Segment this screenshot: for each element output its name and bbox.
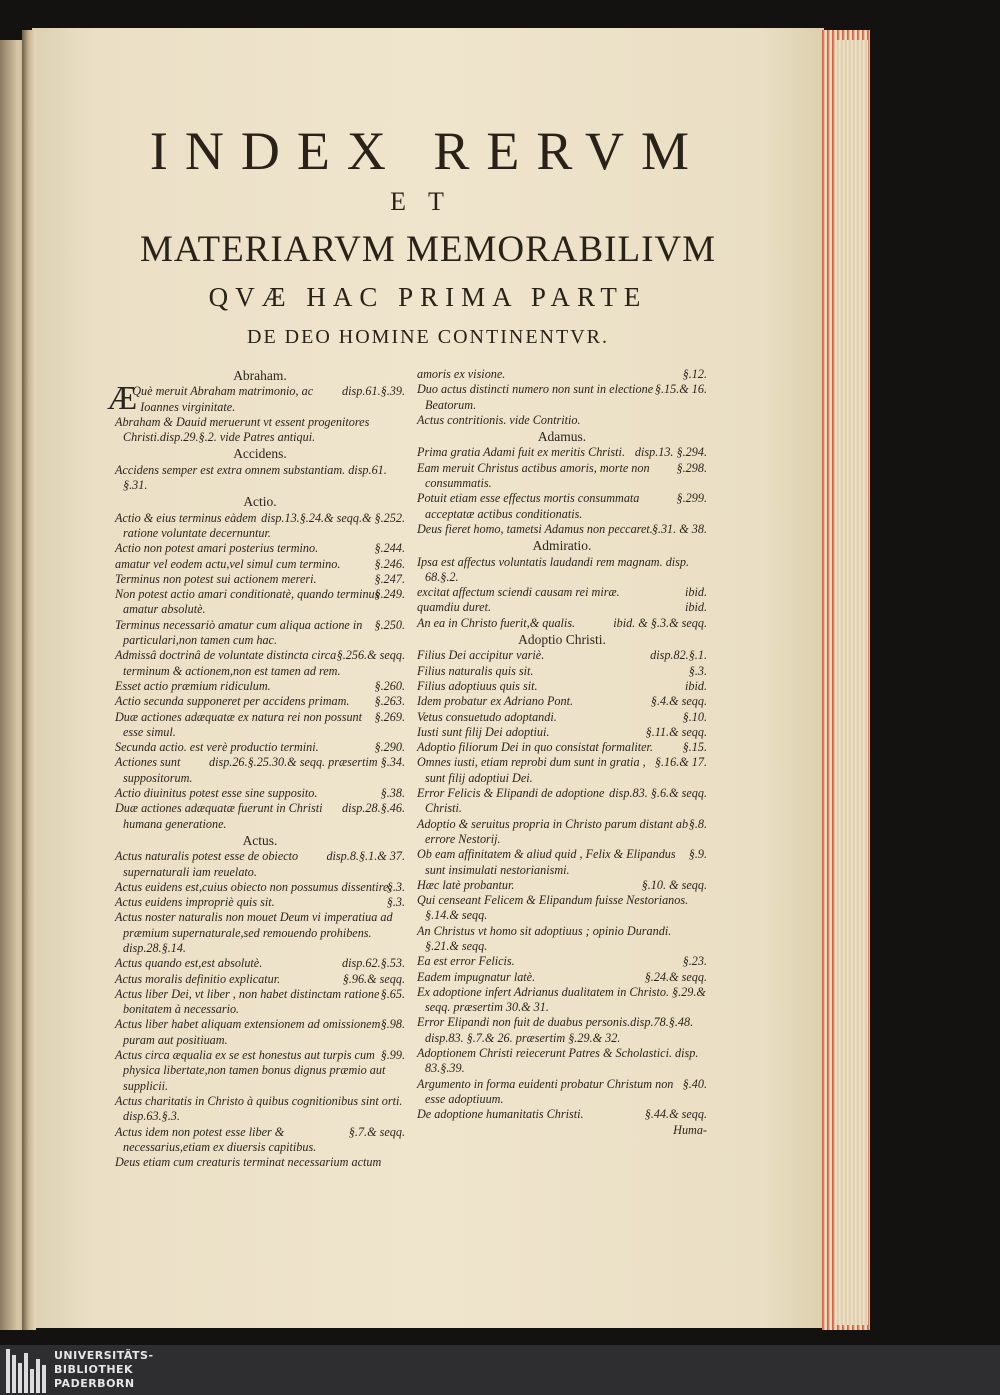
index-reference: ibid. (684, 678, 707, 693)
index-entry-text: Què meruit Abraham matrimonio, ac Ioannes virginitate. (132, 384, 314, 414)
index-entry (115, 710, 405, 741)
index-entry (417, 600, 707, 615)
index-entry-text: Filius naturalis quis sit. (417, 663, 534, 678)
index-entry (417, 585, 707, 600)
index-entry (417, 970, 707, 985)
index-reference: §.3. (386, 879, 405, 894)
index-entry-text: Duæ actiones adæquatæ ex natura rei non possunt esse simul. (115, 709, 363, 739)
index-entry-text: Actus contritionis. vide Contritio. (417, 412, 581, 427)
index-heading: Actus. (242, 832, 278, 848)
index-entry-text: Ex adoptione infert Adrianus dualitatem in Christo. §.29.& seqq. præsertim 30.& 31. (417, 984, 706, 1015)
index-entry (115, 880, 405, 895)
index-reference: disp.8.§.1.& 37. (326, 849, 405, 864)
index-entry-text: Actus naturalis potest esse de obiecto supernaturali iam reuelato. (115, 849, 299, 879)
index-reference: §.244. (374, 541, 405, 556)
index-entry (417, 847, 707, 878)
index-entry-text: Actio & eius terminus eàdem ratione voluntate decernuntur. (115, 510, 271, 540)
logo-bar (12, 1355, 16, 1393)
logo-bar (36, 1359, 40, 1393)
index-entry (115, 557, 405, 572)
index-entry (417, 382, 707, 413)
index-entry (417, 740, 707, 755)
index-entry (417, 893, 707, 924)
index-entry (115, 1155, 405, 1170)
index-reference: disp.28.§.46. (342, 801, 405, 816)
index-entry-text: Duæ actiones adæquatæ fuerunt in Christi humana generatione. (115, 801, 323, 831)
logo-bar (30, 1369, 34, 1393)
index-entry (115, 679, 405, 694)
index-heading: Admiratio. (532, 538, 592, 554)
index-reference: §.96.& seqq. (342, 971, 405, 986)
index-entry-text: Iusti sunt filij Dei adoptiui. (417, 724, 550, 739)
index-entry-text: Adoptio filiorum Dei in quo consistat formaliter. (417, 740, 653, 755)
index-entry-text: Actus moralis definitio explicatur. (115, 971, 281, 986)
index-entry-text: Duo actus distincti numero non sunt in electione Beatorum. (417, 382, 654, 412)
index-reference: Huma- (673, 1122, 707, 1137)
index-entry-text: Terminus necessariò amatur cum aliqua actione in particulari,non tamen cum hac. (115, 617, 363, 648)
index-entry-text: Actus idem non potest esse liber & necessarius,etiam ex diuersis capitibus. (115, 1124, 317, 1154)
index-reference: ibid. & §.3.& seqq. (613, 615, 707, 630)
index-reference: §.12. (682, 367, 707, 381)
index-reference: §.269. (374, 709, 405, 724)
index-entry-text: Actus circa æqualia ex se est honestus aut turpis cum physica libertate,non tamen bonus dignus præmio aut supplicii. (115, 1048, 386, 1093)
index-entry-text: Actiones sunt suppositorum. (115, 755, 193, 785)
index-entry (417, 1046, 707, 1077)
index-entry (417, 664, 707, 679)
index-entry (417, 648, 707, 663)
index-entry (417, 413, 707, 428)
index-reference: §.298. (676, 460, 707, 475)
index-reference: §.7.& seqq. (348, 1124, 405, 1139)
index-entry-text: Deus fieret homo, tametsi Adamus non peccaret. (417, 521, 653, 536)
index-entry-text: Ipsa est affectus voluntatis laudandi rem magnam. disp. 68.§.2. (417, 554, 690, 584)
index-reference: disp.62.§.53. (342, 956, 405, 971)
index-reference: §.10. & seqq. (641, 877, 707, 892)
index-heading: Adoptio Christi. (518, 632, 606, 648)
index-reference: §.99. (380, 1048, 405, 1063)
index-entry (115, 755, 405, 786)
index-entry-text: Prima gratia Adami fuit ex meritis Christi. (417, 445, 625, 460)
index-entry-text: Adoptio & seruitus propria in Christo parum distant ab errore Nestorij. (417, 816, 689, 846)
index-reference: disp.82.§.1. (650, 648, 707, 663)
index-reference: §.44.& seqq. (644, 1107, 707, 1122)
index-entry-text: Abraham & Dauid meruerunt vt essent progenitores Christi.disp.29.§.2. vide Patres antiqui. (115, 414, 370, 445)
index-reference: §.263. (374, 694, 405, 709)
index-reference: §.8. (688, 816, 707, 831)
index-entry (115, 740, 405, 755)
index-entry (115, 1094, 405, 1125)
index-entry-text: An ea in Christo fuerit,& qualis. (417, 615, 576, 630)
index-entry-text: excitat affectum sciendi causam rei miræ. (417, 585, 620, 600)
index-reference: §.249. (374, 587, 405, 602)
index-entry (417, 1107, 707, 1122)
index-entry-text: De adoptione humanitatis Christi. (417, 1107, 584, 1122)
index-entry (417, 1077, 707, 1108)
index-reference: §.250. (374, 617, 405, 632)
index-entry (115, 1048, 405, 1094)
index-entry (417, 786, 707, 817)
title-line-5: DE DEO HOMINE CONTINENTVR. (247, 326, 609, 348)
library-name-line-2: BIBLIOTHEK (54, 1363, 134, 1376)
index-reference: §.11.& seqq. (645, 724, 707, 739)
title-line-3: MATERIARVM MEMORABILIVM (139, 229, 717, 270)
index-reference: §.24.& seqq. (644, 969, 707, 984)
index-entry (115, 1017, 405, 1048)
index-reference: §.299. (676, 491, 707, 506)
index-entry-text: An Christus vt homo sit adoptiuus ; opinio Durandi. §.21.& seqq. (417, 923, 672, 953)
index-entry-text: Actus liber habet aliquam extensionem ad omissionem puram aut positiuam. (115, 1017, 381, 1047)
index-heading: Adamus. (537, 429, 587, 445)
index-entry-text: Argumento in forma euidenti probatur Christum non esse adoptiuum. (417, 1076, 674, 1106)
index-entry (417, 817, 707, 848)
title-line-4: QVÆ HAC PRIMA PARTE (208, 282, 648, 312)
index-entry-text: Idem probatur ex Adriano Pont. (417, 694, 574, 709)
index-entry (115, 987, 405, 1018)
index-reference: §.40. (682, 1076, 707, 1091)
logo-bar (42, 1365, 46, 1393)
index-reference: §.3. (386, 895, 405, 910)
index-entry-text: Filius Dei accipitur variè. (417, 648, 545, 663)
index-reference: §.38. (380, 786, 405, 801)
index-reference: disp.83. §.6.& seqq. (609, 786, 707, 801)
index-entry (417, 555, 707, 586)
index-entry-text: quamdiu duret. (417, 600, 492, 615)
index-entry (115, 910, 405, 956)
index-entry-text: Deus etiam cum creaturis terminat necessarium actum (115, 1155, 382, 1170)
index-entry (107, 380, 405, 418)
index-entry-text: Eam meruit Christus actibus amoris, morte non consummatis. (417, 460, 650, 491)
index-entry (115, 895, 405, 910)
library-name-line-1: UNIVERSITÄTS- (54, 1349, 154, 1362)
index-entry-text: Ea est error Felicis. (417, 954, 515, 969)
index-entry-text: Actus charitatis in Christo à quibus cognitionibus sint orti. disp.63.§.3. (115, 1093, 403, 1124)
library-footer (0, 1345, 1000, 1395)
index-reference: §.15.& 16. (654, 382, 707, 397)
index-entry (115, 415, 405, 446)
index-entry-text: Hæc latè probantur. (417, 877, 515, 892)
index-reference: §.31. & 38. (651, 521, 707, 536)
index-entry (417, 1015, 707, 1046)
index-entry-text: Actus noster naturalis non mouet Deum vi imperatiua ad præmium supernaturale,sed remouendo prohibens. disp.28.§.14. (115, 910, 393, 955)
index-entry (115, 786, 405, 801)
index-entry (417, 491, 707, 522)
library-logo-icon (6, 1347, 46, 1393)
index-entry (115, 463, 405, 494)
index-column-right (417, 367, 707, 1138)
index-entry (417, 710, 707, 725)
index-heading: Actio. (243, 494, 277, 510)
index-entry-text: Actio diuinitus potest esse sine supposito. (115, 786, 318, 801)
index-reference: disp.13.§.24.& seqq.& §.252. (261, 510, 405, 525)
index-entry-text: Accidens semper est extra omnem substantiam. disp.61. §.31. (115, 462, 387, 493)
book-gutter (22, 30, 36, 1330)
index-entry-text: Actio non potest amari posterius termino. (115, 541, 319, 556)
index-reference: disp.26.§.25.30.& seqq. præsertim §.34. (208, 755, 405, 770)
index-entry-text: Actus quando est,est absolutè. (115, 956, 263, 971)
index-entry-text: Potuit etiam esse effectus mortis consummata acceptatæ actibus conditionatis. (417, 491, 640, 521)
index-reference: §.15. (682, 740, 707, 755)
index-reference: §.260. (374, 678, 405, 693)
index-entry (115, 972, 405, 987)
index-entry (417, 755, 707, 786)
index-entry-text: Ob eam affinitatem & aliud quid , Felix & Elipandus sunt insimulati nestorianismi. (417, 847, 676, 877)
index-entry-text: Error Felicis & Elipandi de adoptione Christi. (417, 786, 605, 816)
index-entry (115, 572, 405, 587)
index-entry (115, 849, 405, 880)
drop-cap: Æ (107, 380, 138, 418)
index-entry-text: Adoptionem Christi reiecerunt Patres & Scholastici. disp. 83.§.39. (417, 1046, 699, 1076)
index-entry (417, 522, 707, 537)
index-reference: §.256.& seqq. (336, 648, 405, 663)
index-entry-text: Vetus consuetudo adoptandi. (417, 709, 557, 724)
index-entry-text: Admissâ doctrinâ de voluntate distincta circa terminum & actionem,non est tamen ad rem. (115, 648, 341, 678)
index-reference: ibid. (684, 585, 707, 600)
index-entry-text: Qui censeant Felicem & Elipandum fuisse Nestorianos. §.14.& seqq. (417, 893, 689, 923)
library-name-line-3: PADERBORN (54, 1377, 135, 1390)
index-entry (115, 648, 405, 679)
index-entry-text: Actus euidens est,cuius obiecto non possumus dissentire. (115, 879, 392, 894)
index-reference: §.65. (380, 986, 405, 1001)
index-entry-text: Esset actio præmium ridiculum. (115, 678, 271, 693)
logo-bar (18, 1363, 22, 1393)
page-edges-inner (836, 40, 868, 1325)
index-entry (115, 801, 405, 832)
index-reference: §.10. (682, 709, 707, 724)
index-entry (417, 725, 707, 740)
index-entry (417, 694, 707, 709)
index-entry (417, 985, 707, 1016)
index-reference: §.246. (374, 556, 405, 571)
index-entry (115, 541, 405, 556)
index-column-left (107, 367, 405, 1170)
index-reference: ibid. (684, 600, 707, 615)
index-reference: §.23. (682, 954, 707, 969)
index-reference: §.9. (688, 847, 707, 862)
index-entry-text: amoris ex visione. (417, 367, 506, 381)
index-reference: disp.13. §.294. (634, 445, 707, 460)
index-reference: §.290. (374, 740, 405, 755)
logo-bar (6, 1349, 10, 1393)
index-entry (417, 616, 707, 631)
index-entry (417, 367, 707, 382)
index-reference: §.16.& 17. (654, 755, 707, 770)
index-entry (417, 679, 707, 694)
index-entry-text: Eadem impugnatur latè. (417, 969, 536, 984)
title-line-1: INDEX RERVM (149, 121, 707, 181)
index-entry-text: Error Elipandi non fuit de duabus personis.disp.78.§.48. disp.83. §.7.& 26. præsertim §.29.& 32. (417, 1015, 694, 1045)
index-entry (115, 618, 405, 649)
index-heading: Abraham. (233, 368, 287, 383)
index-entry-text: Actus euidens impropriè quis sit. (115, 895, 275, 910)
index-reference: §.247. (374, 571, 405, 586)
index-entry-text: Secunda actio. est verè productio termini. (115, 740, 319, 755)
index-entry (115, 511, 405, 542)
index-entry-text: amatur vel eodem actu,vel simul cum termino. (115, 556, 341, 571)
index-entry-text: Actus liber Dei, vt liber , non habet distinctam ratione bonitatem à necessario. (115, 986, 380, 1017)
index-entry (115, 587, 405, 618)
index-entry (417, 461, 707, 492)
index-entry (417, 878, 707, 893)
index-entry (417, 954, 707, 969)
index-reference: disp.61.§.39. (342, 384, 405, 399)
index-entry (115, 1125, 405, 1156)
index-entry-text: Terminus non potest sui actionem mereri. (115, 571, 317, 586)
logo-bar (24, 1353, 28, 1393)
index-entry-text: Non potest actio amari conditionatè, quando terminus amatur absolutè. (115, 587, 380, 617)
index-reference: §.98. (380, 1017, 405, 1032)
index-entry (417, 924, 707, 955)
index-entry (115, 694, 405, 709)
index-entry (417, 445, 707, 460)
index-heading: Accidens. (233, 446, 287, 462)
index-entry (115, 956, 405, 971)
title-line-2: ET (390, 187, 466, 216)
index-reference: §.3. (688, 663, 707, 678)
index-entry-text: Actio secunda supponeret per accidens primam. (115, 694, 350, 709)
index-reference: §.4.& seqq. (650, 694, 707, 709)
index-entry-text: Filius adoptiuus quis sit. (417, 678, 538, 693)
index-entry-text: Omnes iusti, etiam reprobi dum sunt in gratia , sunt filij adoptiui Dei. (417, 755, 646, 785)
